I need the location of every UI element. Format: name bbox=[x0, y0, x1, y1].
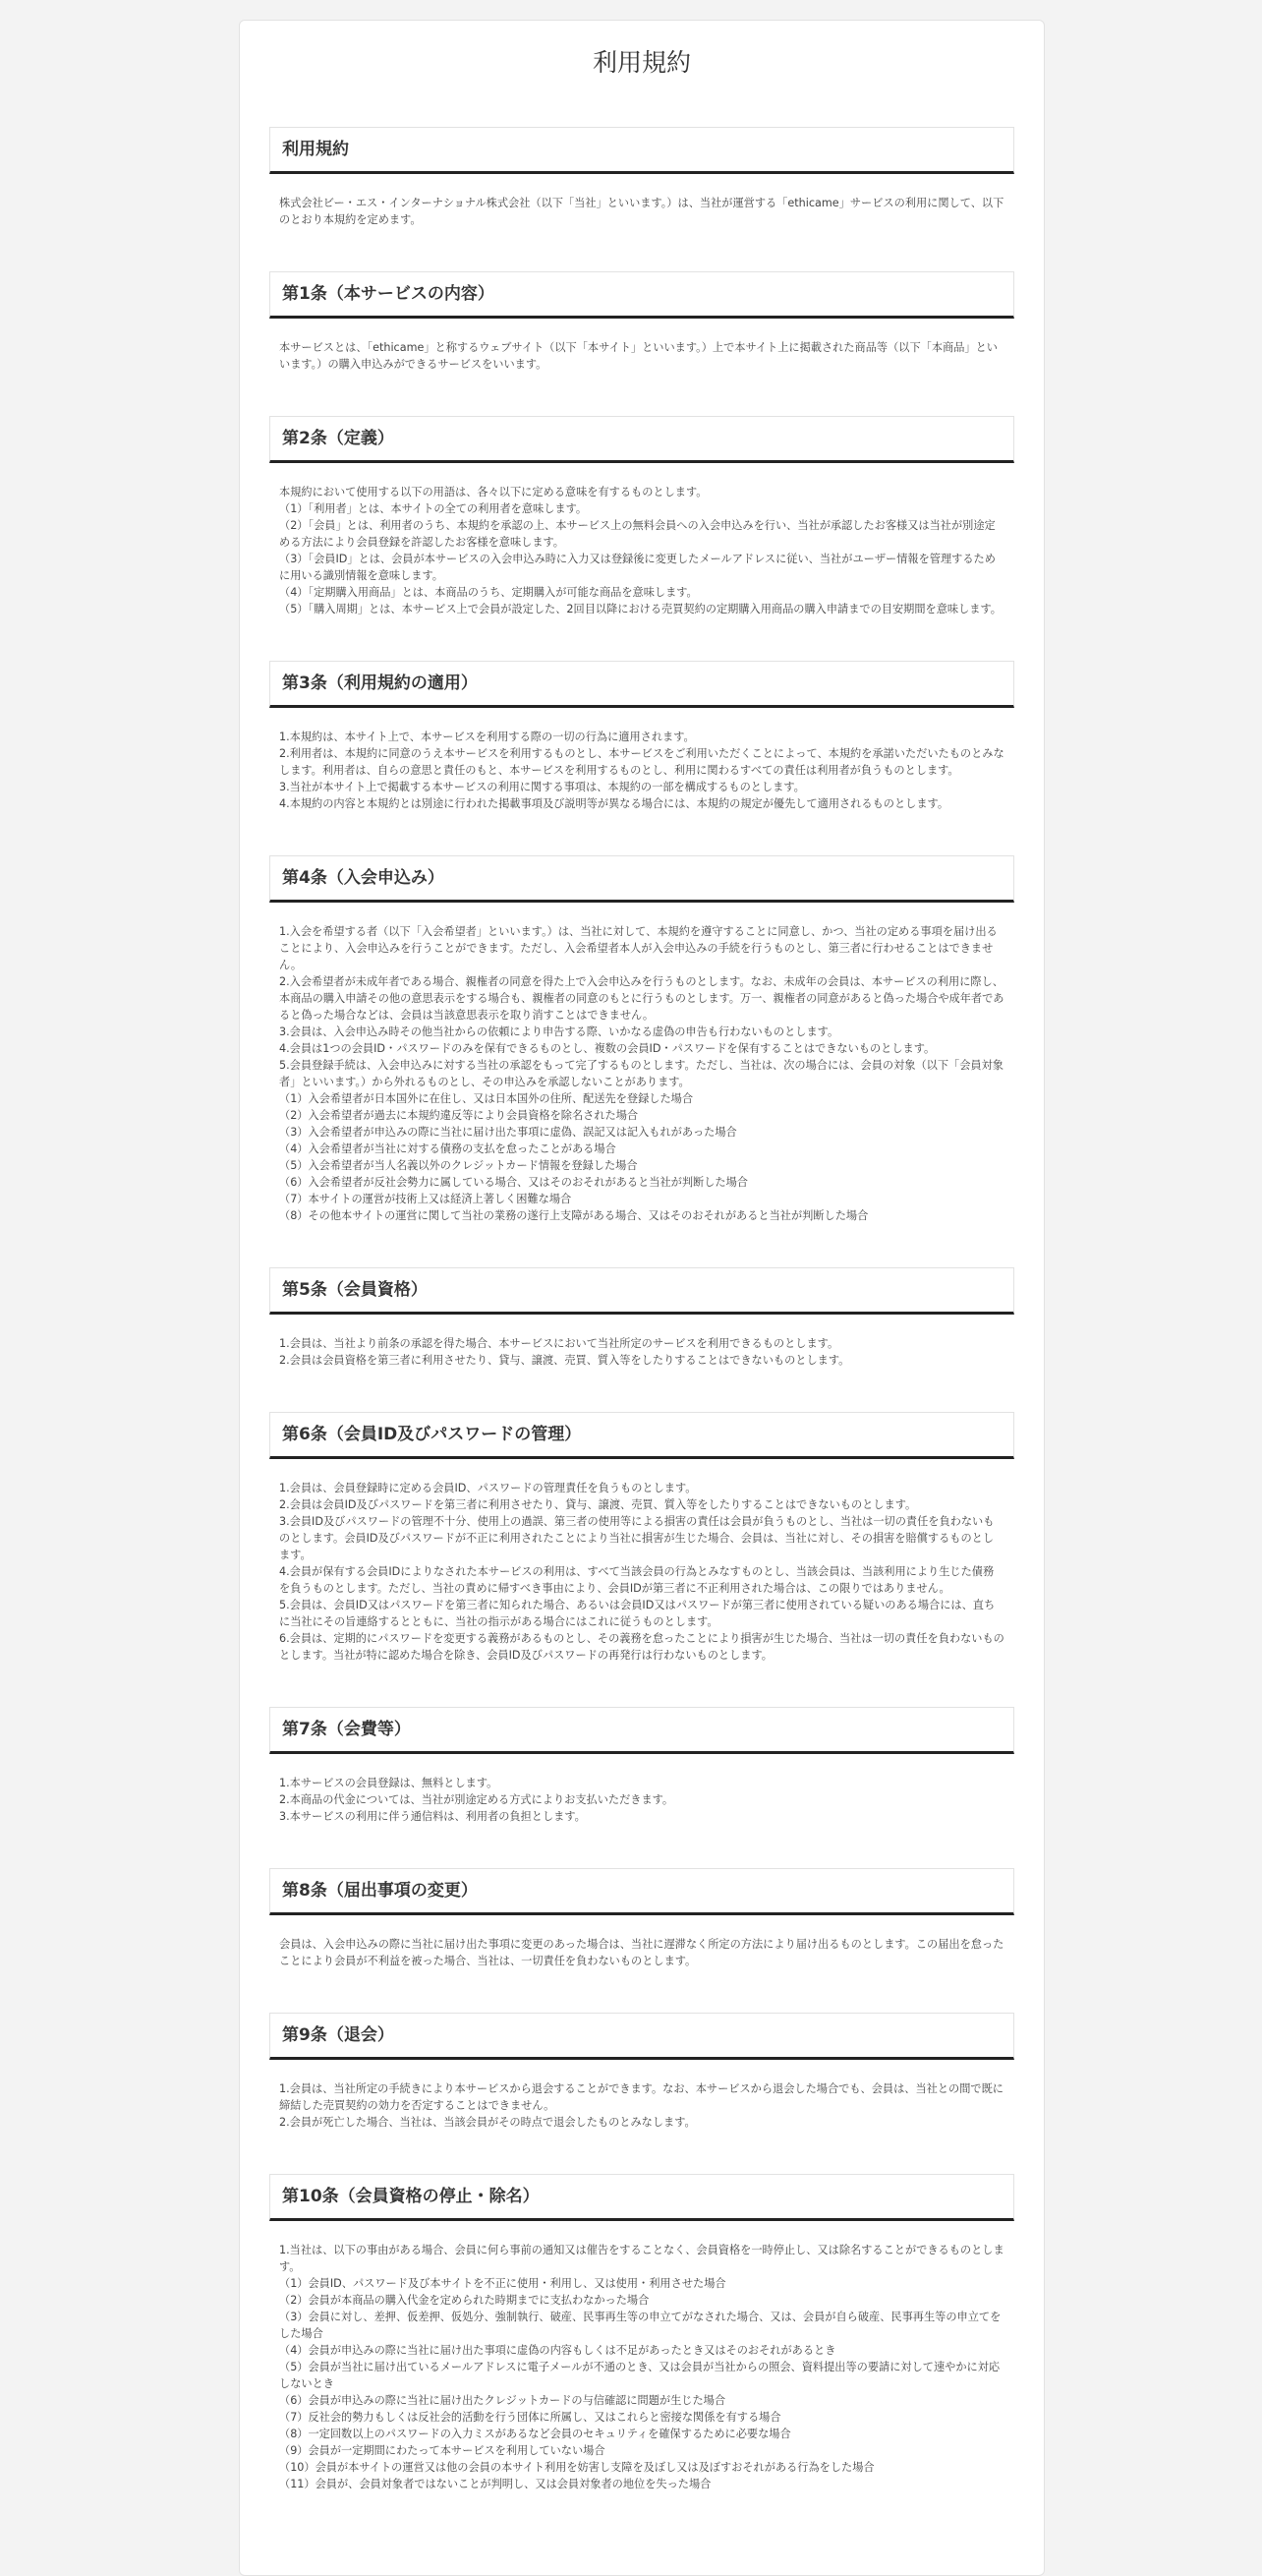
section-paragraph: （4）会員が申込みの際に当社に届け出た事項に虚偽の内容もしくは不足があったとき又はそのおそれがあるとき bbox=[279, 2344, 836, 2357]
section-paragraph: （1）「利用者」とは、本サイトの全ての利用者を意味します。 bbox=[279, 502, 588, 515]
terms-sections bbox=[269, 127, 1014, 2492]
section-body bbox=[269, 339, 1014, 373]
section-paragraph: 3.当社が本サイト上で掲載する本サービスの利用に関する事項は、本規約の一部を構成するものとします。 bbox=[279, 781, 805, 793]
section-body bbox=[269, 484, 1014, 617]
section-heading: 第5条（会員資格） bbox=[269, 1267, 1014, 1315]
section-paragraph: （8）その他本サイトの運営に関して当社の業務の遂行上支障がある場合、又はそのおそれがあると当社が判断した場合 bbox=[279, 1209, 869, 1222]
section-paragraph: （3）「会員ID」とは、会員が本サービスの入会申込み時に入力又は登録後に変更したメールアドレスに従い、当社がユーザー情報を管理するために用いる識別情報を意味します。 bbox=[279, 553, 996, 582]
section-paragraph: 株式会社ビー・エス・インターナショナル株式会社（以下「当社」といいます。）は、当社が運営する「ethicame」サービスの利用に関して、以下のとおり本規約を定めます。 bbox=[279, 197, 1004, 226]
section-body bbox=[269, 1775, 1014, 1825]
section-paragraph: 1.会員は、当社所定の手続きにより本サービスから退会することができます。なお、本サービスから退会した場合でも、会員は、当社との間で既に締結した売買契約の効力を否定することはできません。 bbox=[279, 2082, 1004, 2112]
section-body bbox=[269, 729, 1014, 812]
section-paragraph: 本規約において使用する以下の用語は、各々以下に定める意味を有するものとします。 bbox=[279, 486, 708, 498]
section-paragraph: 4.会員が保有する会員IDによりなされた本サービスの利用は、すべて当該会員の行為とみなすものとし、当該会員は、当該利用により生じた債務を負うものとします。ただし、当社の責めに帰すべき事由により、会員IDが第三者に不正利用された場合は、この限りではありません。 bbox=[279, 1565, 995, 1595]
section-paragraph: （4）「定期購入用商品」とは、本商品のうち、定期購入が可能な商品を意味します。 bbox=[279, 586, 698, 599]
section-body bbox=[269, 1335, 1014, 1369]
section-heading: 第9条（退会） bbox=[269, 2013, 1014, 2060]
section-paragraph: 1.会員は、会員登録時に定める会員ID、パスワードの管理責任を負うものとします。 bbox=[279, 1482, 697, 1494]
terms-section bbox=[269, 1412, 1014, 1664]
section-paragraph: （7）本サイトの運営が技術上又は経済上著しく困難な場合 bbox=[279, 1193, 572, 1205]
section-paragraph: 2.本商品の代金については、当社が別途定める方式によりお支払いただきます。 bbox=[279, 1793, 674, 1806]
section-paragraph: 1.本サービスの会員登録は、無料とします。 bbox=[279, 1777, 498, 1789]
section-body bbox=[269, 195, 1014, 228]
section-paragraph: （3）入会希望者が申込みの際に当社に届け出た事項に虚偽、誤記又は記入もれがあった場合 bbox=[279, 1126, 737, 1139]
section-paragraph: 会員は、入会申込みの際に当社に届け出た事項に変更のあった場合は、当社に遅滞なく所定の方法により届け出るものとします。この届出を怠ったことにより会員が不利益を被った場合、当社は、一切責任を負わないものとします。 bbox=[279, 1938, 1004, 1967]
section-paragraph: （11）会員が、会員対象者ではないことが判明し、又は会員対象者の地位を失った場合 bbox=[279, 2478, 712, 2490]
section-heading: 第10条（会員資格の停止・除名） bbox=[269, 2174, 1014, 2221]
section-paragraph: 2.入会希望者が未成年者である場合、親権者の同意を得た上で入会申込みを行うものとします。なお、未成年の会員は、本サービスの利用に際し、本商品の購入申請その他の意思表示をする場合も、親権者の同意のもとに行うものとします。万一、親権者の同意があると偽った場合や成年者であると偽った場合などは、会員は当該意思表示を取り消すことはできません。 bbox=[279, 975, 1004, 1022]
terms-section bbox=[269, 855, 1014, 1224]
section-paragraph: 2.会員が死亡した場合、当社は、当該会員がその時点で退会したものとみなします。 bbox=[279, 2116, 696, 2129]
terms-section bbox=[269, 661, 1014, 812]
terms-card bbox=[239, 20, 1045, 2576]
section-paragraph: 3.本サービスの利用に伴う通信料は、利用者の負担とします。 bbox=[279, 1810, 586, 1823]
section-paragraph: （6）入会希望者が反社会勢力に属している場合、又はそのおそれがあると当社が判断した場合 bbox=[279, 1176, 748, 1189]
section-paragraph: （7）反社会的勢力もしくは反社会的活動を行う団体に所属し、又はこれらと密接な関係を有する場合 bbox=[279, 2411, 781, 2424]
section-body bbox=[269, 923, 1014, 1224]
section-paragraph: 5.会員登録手続は、入会申込みに対する当社の承認をもって完了するものとします。ただし、当社は、次の場合には、会員の対象（以下「会員対象者」といいます。）から外れるものとし、その申込みを承認しないことがあります。 bbox=[279, 1059, 1004, 1088]
section-heading: 第2条（定義） bbox=[269, 416, 1014, 463]
section-body bbox=[269, 2242, 1014, 2492]
section-heading: 第8条（届出事項の変更） bbox=[269, 1868, 1014, 1915]
terms-section bbox=[269, 1707, 1014, 1825]
section-heading: 利用規約 bbox=[269, 127, 1014, 174]
terms-section bbox=[269, 1267, 1014, 1369]
terms-section bbox=[269, 127, 1014, 228]
section-paragraph: （9）会員が一定期間にわたって本サービスを利用していない場合 bbox=[279, 2444, 605, 2457]
section-paragraph: （10）会員が本サイトの運営又は他の会員の本サイト利用を妨害し支障を及ぼし又は及ぼすおそれがある行為をした場合 bbox=[279, 2461, 875, 2474]
section-heading: 第1条（本サービスの内容） bbox=[269, 271, 1014, 319]
section-paragraph: 1.当社は、以下の事由がある場合、会員に何ら事前の通知又は催告をすることなく、会員資格を一時停止し、又は除名することができるものとします。 bbox=[279, 2244, 1004, 2273]
section-paragraph: 2.会員は会員ID及びパスワードを第三者に利用させたり、貸与、譲渡、売買、質入等をしたりすることはできないものとします。 bbox=[279, 1498, 917, 1511]
section-paragraph: （4）入会希望者が当社に対する債務の支払を怠ったことがある場合 bbox=[279, 1142, 616, 1155]
section-body bbox=[269, 2080, 1014, 2131]
section-body bbox=[269, 1936, 1014, 1969]
section-paragraph: （2）会員が本商品の購入代金を定められた時期までに支払わなかった場合 bbox=[279, 2294, 650, 2307]
section-paragraph: （8）一定回数以上のパスワードの入力ミスがあるなど会員のセキュリティを確保するために必要な場合 bbox=[279, 2428, 791, 2440]
section-paragraph: 3.会員ID及びパスワードの管理不十分、使用上の過誤、第三者の使用等による損害の責任は会員が負うものとし、当社は一切の責任を負わないものとします。会員ID及びパスワードが不正に利用されたことにより当社に損害が生じた場合、会員は、当社に対し、その損害を賠償するものとします。 bbox=[279, 1515, 995, 1561]
section-heading: 第6条（会員ID及びパスワードの管理） bbox=[269, 1412, 1014, 1459]
terms-section bbox=[269, 416, 1014, 617]
section-heading: 第4条（入会申込み） bbox=[269, 855, 1014, 903]
section-paragraph: 本サービスとは、「ethicame」と称するウェブサイト（以下「本サイト」といいます。）上で本サイト上に掲載された商品等（以下「本商品」といいます。）の購入申込みができるサービスをいいます。 bbox=[279, 341, 998, 371]
terms-section bbox=[269, 1868, 1014, 1969]
section-paragraph: 4.会員は1つの会員ID・パスワードのみを保有できるものとし、複数の会員ID・パスワードを保有することはできないものとします。 bbox=[279, 1042, 936, 1055]
section-paragraph: （1）入会希望者が日本国外に在住し、又は日本国外の住所、配送先を登録した場合 bbox=[279, 1092, 694, 1105]
section-paragraph: 3.会員は、入会申込み時その他当社からの依頼により申告する際、いかなる虚偽の申告も行わないものとします。 bbox=[279, 1025, 839, 1038]
section-heading: 第3条（利用規約の適用） bbox=[269, 661, 1014, 708]
section-paragraph: 1.会員は、当社より前条の承認を得た場合、本サービスにおいて当社所定のサービスを利用できるものとします。 bbox=[279, 1337, 839, 1350]
section-paragraph: （5）会員が当社に届け出ているメールアドレスに電子メールが不通のとき、又は会員が当社からの照会、資料提出等の要請に対して速やかに対応しないとき bbox=[279, 2361, 1001, 2390]
section-paragraph: 1.本規約は、本サイト上で、本サービスを利用する際の一切の行為に適用されます。 bbox=[279, 731, 695, 743]
section-paragraph: 1.入会を希望する者（以下「入会希望者」といいます。）は、当社に対して、本規約を遵守することに同意し、かつ、当社の定める事項を届け出ることにより、入会申込みを行うことができます。ただし、入会希望者本人が入会申込みの手続を行うものとし、第三者に行わせることはできません。 bbox=[279, 925, 998, 971]
section-body bbox=[269, 1480, 1014, 1664]
section-paragraph: 2.利用者は、本規約に同意のうえ本サービスを利用するものとし、本サービスをご利用いただくことによって、本規約を承諾いただいたものとみなします。利用者は、自らの意思と責任のもと、本サービスを利用するものとし、利用に関わるすべての責任は利用者が負うものとします。 bbox=[279, 747, 1004, 777]
section-paragraph: （2）「会員」とは、利用者のうち、本規約を承認の上、本サービス上の無料会員への入会申込みを行い、当社が承認したお客様又は当社が別途定める方法により会員登録を許認したお客様を意味します。 bbox=[279, 519, 996, 549]
section-paragraph: （5）入会希望者が当人名義以外のクレジットカード情報を登録した場合 bbox=[279, 1159, 638, 1172]
section-paragraph: 5.会員は、会員ID又はパスワードを第三者に知られた場合、あるいは会員ID又はパスワードが第三者に使用されている疑いのある場合には、直ちに当社にその旨連絡するとともに、当社の指示がある場合にはこれに従うものとします。 bbox=[279, 1599, 996, 1628]
section-paragraph: （6）会員が申込みの際に当社に届け出たクレジットカードの与信確認に問題が生じた場合 bbox=[279, 2394, 726, 2407]
section-paragraph: 6.会員は、定期的にパスワードを変更する義務があるものとし、その義務を怠ったことにより損害が生じた場合、当社は一切の責任を負わないものとします。当社が特に認めた場合を除き、会員ID及びパスワードの再発行は行わないものとします。 bbox=[279, 1632, 1004, 1662]
terms-section bbox=[269, 2013, 1014, 2131]
terms-section bbox=[269, 271, 1014, 373]
section-paragraph: （2）入会希望者が過去に本規約違反等により会員資格を除名された場合 bbox=[279, 1109, 639, 1122]
terms-section bbox=[269, 2174, 1014, 2492]
section-paragraph: 2.会員は会員資格を第三者に利用させたり、貸与、譲渡、売買、質入等をしたりすることはできないものとします。 bbox=[279, 1354, 850, 1367]
page-title: 利用規約 bbox=[592, 48, 691, 77]
section-heading: 第7条（会費等） bbox=[269, 1707, 1014, 1754]
section-paragraph: （3）会員に対し、差押、仮差押、仮処分、強制執行、破産、民事再生等の申立てがなされた場合、又は、会員が自ら破産、民事再生等の申立てをした場合 bbox=[279, 2311, 1002, 2340]
section-paragraph: （5）「購入周期」とは、本サービス上で会員が設定した、2回目以降における売買契約の定期購入用商品の購入申請までの目安期間を意味します。 bbox=[279, 603, 1002, 615]
section-paragraph: 4.本規約の内容と本規約とは別途に行われた掲載事項及び説明等が異なる場合には、本規約の規定が優先して適用されるものとします。 bbox=[279, 797, 949, 810]
section-paragraph: （1）会員ID、パスワード及び本サイトを不正に使用・利用し、又は使用・利用させた場合 bbox=[279, 2277, 726, 2290]
